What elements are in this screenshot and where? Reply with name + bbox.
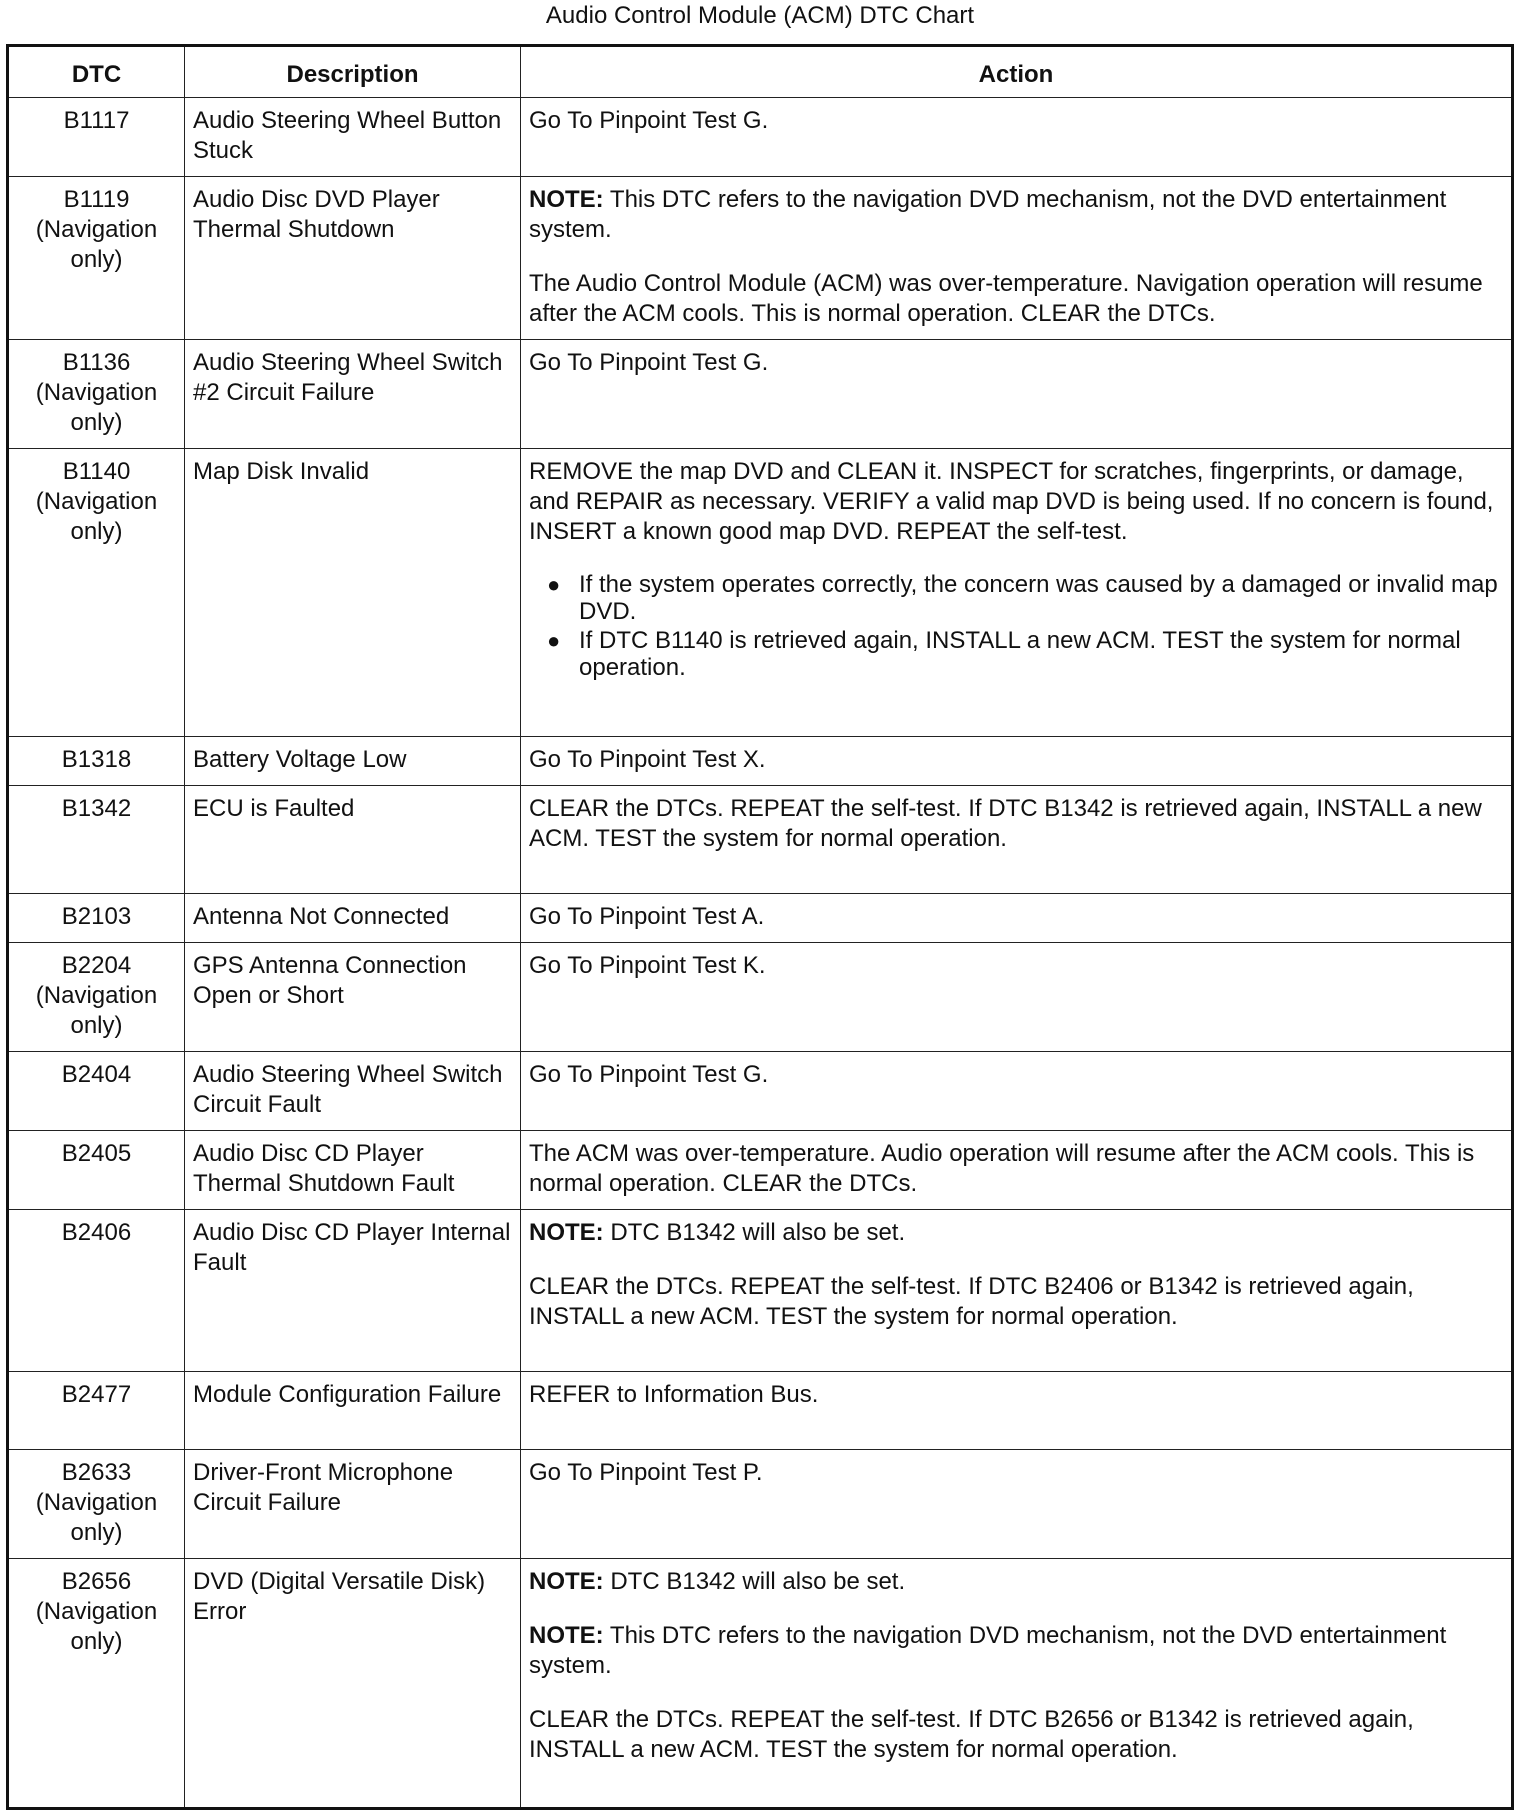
dtc-cell (8, 1559, 185, 1809)
dtc-cell (8, 98, 185, 177)
action-text: Go To Pinpoint Test G. (529, 1061, 769, 1088)
dtc-qualifier: (Navigation only) (35, 488, 158, 545)
table-row (8, 943, 1513, 1052)
list-item (547, 627, 1505, 681)
action-cell (521, 1131, 1513, 1210)
note-text: This DTC refers to the navigation DVD mechanism, not the DVD entertainment system. (529, 186, 1447, 243)
dtc-cell (8, 1210, 185, 1372)
table-header-row (8, 46, 1513, 98)
action-cell (521, 1052, 1513, 1131)
dtc-code: B1342 (61, 795, 132, 822)
action-text: CLEAR the DTCs. REPEAT the self-test. If DTC B2656 or B1342 is retrieved again, INSTALL a new ACM. TEST the system for normal operation. (529, 1706, 1414, 1763)
action-cell (521, 894, 1513, 943)
dtc-code: B2103 (61, 903, 132, 930)
note-label: NOTE: (529, 1622, 604, 1649)
action-text: CLEAR the DTCs. REPEAT the self-test. If DTC B2406 or B1342 is retrieved again, INSTALL a new ACM. TEST the system for normal operation. (529, 1273, 1414, 1330)
action-bullet-list (529, 571, 1505, 681)
dtc-code: B1318 (61, 746, 132, 773)
bullet-icon: ● (547, 572, 561, 597)
description-cell: Module Configuration Failure (185, 1372, 521, 1450)
dtc-cell (8, 943, 185, 1052)
description-cell: Audio Steering Wheel Switch #2 Circuit Failure (185, 340, 521, 449)
description-cell: Audio Disc DVD Player Thermal Shutdown (185, 177, 521, 340)
note-label: NOTE: (529, 1219, 604, 1246)
action-text: Go To Pinpoint Test G. (529, 107, 769, 134)
dtc-code: B2656 (61, 1568, 132, 1595)
dtc-qualifier: (Navigation only) (35, 216, 158, 273)
action-text: Go To Pinpoint Test G. (529, 349, 769, 376)
description-cell: Audio Disc CD Player Thermal Shutdown Fault (185, 1131, 521, 1210)
table-row (8, 786, 1513, 894)
dtc-code: B2633 (61, 1459, 132, 1486)
table-row (8, 449, 1513, 737)
dtc-code: B2204 (61, 952, 132, 979)
dtc-code: B2404 (61, 1061, 132, 1088)
action-text: CLEAR the DTCs. REPEAT the self-test. If DTC B1342 is retrieved again, INSTALL a new ACM. TEST the system for normal operation. (529, 795, 1482, 852)
description-cell: Map Disk Invalid (185, 449, 521, 737)
action-note (529, 185, 1505, 245)
action-cell (521, 177, 1513, 340)
header-dtc: DTC (8, 46, 185, 98)
table-row (8, 1559, 1513, 1809)
action-cell (521, 98, 1513, 177)
list-item-text: If the system operates correctly, the concern was caused by a damaged or invalid map DVD. (579, 571, 1498, 625)
description-cell: GPS Antenna Connection Open or Short (185, 943, 521, 1052)
dtc-cell (8, 894, 185, 943)
dtc-cell (8, 737, 185, 786)
action-cell (521, 786, 1513, 894)
list-item (547, 571, 1505, 625)
action-text: The ACM was over-temperature. Audio operation will resume after the ACM cools. This is normal operation. CLEAR the DTCs. (529, 1140, 1475, 1197)
table-row (8, 177, 1513, 340)
action-text: REFER to Information Bus. (529, 1381, 819, 1408)
table-row (8, 1052, 1513, 1131)
action-text: REMOVE the map DVD and CLEAN it. INSPECT for scratches, fingerprints, or damage, and REPAIR as necessary. VERIFY a valid map DVD is being used. If no concern is found, INSERT a known good map DVD. REPEAT the self-test. (529, 458, 1494, 545)
action-cell (521, 1210, 1513, 1372)
action-cell (521, 340, 1513, 449)
dtc-cell (8, 1131, 185, 1210)
dtc-qualifier: (Navigation only) (35, 1489, 158, 1546)
dtc-qualifier: (Navigation only) (35, 982, 158, 1039)
table-row (8, 894, 1513, 943)
dtc-code: B1136 (62, 349, 131, 376)
action-note (529, 1218, 1505, 1248)
description-cell: DVD (Digital Versatile Disk) Error (185, 1559, 521, 1809)
action-text: Go To Pinpoint Test P. (529, 1459, 763, 1486)
bullet-icon: ● (547, 628, 561, 653)
description-cell: Audio Disc CD Player Internal Fault (185, 1210, 521, 1372)
dtc-code: B2406 (61, 1219, 132, 1246)
table-row (8, 1131, 1513, 1210)
dtc-code: B2405 (61, 1140, 132, 1167)
action-cell (521, 1559, 1513, 1809)
description-cell: ECU is Faulted (185, 786, 521, 894)
action-cell (521, 943, 1513, 1052)
dtc-code: B1140 (62, 458, 131, 485)
description-cell: Battery Voltage Low (185, 737, 521, 786)
description-cell: Audio Steering Wheel Button Stuck (185, 98, 521, 177)
action-note (529, 1567, 1505, 1597)
dtc-table (6, 44, 1514, 1810)
description-cell: Audio Steering Wheel Switch Circuit Fault (185, 1052, 521, 1131)
action-cell (521, 1372, 1513, 1450)
dtc-cell (8, 340, 185, 449)
header-action: Action (521, 46, 1513, 98)
table-row (8, 98, 1513, 177)
action-cell (521, 449, 1513, 737)
table-row (8, 340, 1513, 449)
note-label: NOTE: (529, 186, 604, 213)
table-row (8, 1450, 1513, 1559)
action-cell (521, 1450, 1513, 1559)
dtc-qualifier: (Navigation only) (35, 379, 158, 436)
dtc-cell (8, 1450, 185, 1559)
dtc-code: B1119 (63, 186, 130, 213)
dtc-cell (8, 786, 185, 894)
action-text: The Audio Control Module (ACM) was over-temperature. Navigation operation will resume after the ACM cools. This is normal operation. CLEAR the DTCs. (529, 270, 1483, 327)
note-text: DTC B1342 will also be set. (610, 1568, 906, 1595)
dtc-code: B1117 (63, 107, 130, 134)
dtc-cell (8, 449, 185, 737)
dtc-cell (8, 1052, 185, 1131)
description-cell: Antenna Not Connected (185, 894, 521, 943)
dtc-code: B2477 (61, 1381, 132, 1408)
dtc-qualifier: (Navigation only) (35, 1598, 158, 1655)
table-row (8, 1372, 1513, 1450)
note-text: DTC B1342 will also be set. (610, 1219, 906, 1246)
action-text: Go To Pinpoint Test K. (529, 952, 766, 979)
note-label: NOTE: (529, 1568, 604, 1595)
action-text: Go To Pinpoint Test X. (529, 746, 766, 773)
dtc-cell (8, 177, 185, 340)
table-row (8, 1210, 1513, 1372)
table-row (8, 737, 1513, 786)
description-cell: Driver-Front Microphone Circuit Failure (185, 1450, 521, 1559)
action-text: Go To Pinpoint Test A. (529, 903, 765, 930)
action-note (529, 1621, 1505, 1681)
table-body (8, 98, 1513, 1809)
header-description: Description (185, 46, 521, 98)
dtc-cell (8, 1372, 185, 1450)
note-text: This DTC refers to the navigation DVD mechanism, not the DVD entertainment system. (529, 1622, 1447, 1679)
list-item-text: If DTC B1140 is retrieved again, INSTALL a new ACM. TEST the system for normal operation. (579, 627, 1461, 681)
page-title: Audio Control Module (ACM) DTC Chart (545, 2, 975, 29)
action-cell (521, 737, 1513, 786)
